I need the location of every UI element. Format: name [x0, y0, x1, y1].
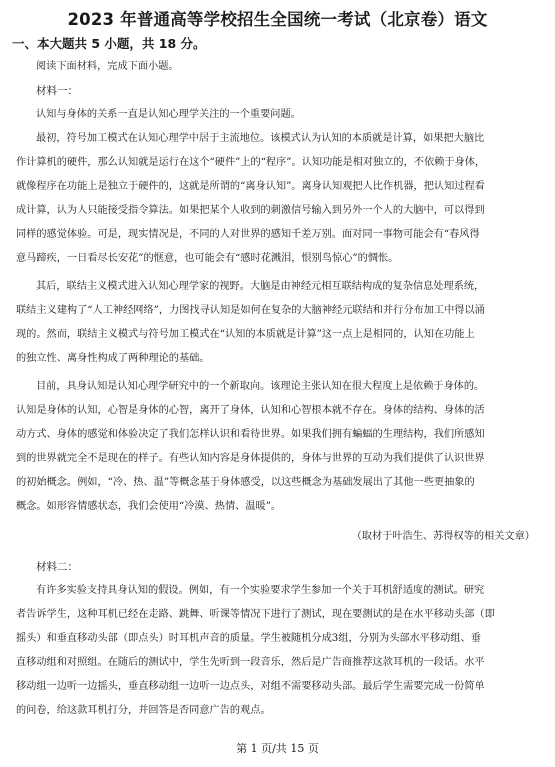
- material1-line: 同样的感觉体验。可是，现实情况是，不同的人对世界的感知千差万别。面对同一事物可能会有“春风得: [16, 229, 480, 240]
- material2-line: 的问卷，给这款耳机打分，并回答是否同意广告的观点。: [16, 705, 271, 716]
- material2-line: 移动组一边听一边摇头，垂直移动组一边听一边点头，对组不需要移动头部。最后学生需要完成一份简单: [16, 681, 485, 692]
- exam-title: 2023 年普通高等学校招生全国统一考试（北京卷）语文: [67, 10, 488, 29]
- material1-line: 目前，具身认知是认知心理学研究中的一个新取向。该理论主张认知在很大程度上是依赖于身体的。: [36, 381, 485, 392]
- material1-line: 作计算机的硬件，那么认知就是运行在这个“硬件”上的“程序”。认知功能是相对独立的，不依赖于身体，: [16, 157, 486, 168]
- material1-line: 认知与身体的关系一直是认知心理学关注的一个重要问题。: [36, 109, 301, 120]
- material1-line: 动方式、身体的感觉和体验决定了我们怎样认识和看待世界。如果我们拥有蝙蝠的生理结构，我们所感知: [16, 429, 485, 440]
- material2-line: 者告诉学生，这种耳机已经在走路、跳舞、听课等情况下进行了测试，现在要测试的是在水平移动头部（即: [16, 609, 495, 620]
- material1-line: 意马蹄疾，一日看尽长安花”的惬意，也可能会有“感时花溅泪，恨别鸟惊心”的惆怅。: [16, 253, 399, 264]
- material1-line: 成计算，认为人只能接受指令算法。如果把某个人收到的刺激信号输入到另外一个人的大脑中，可以得到: [16, 205, 485, 216]
- material1-line: 就像程序在功能上是独立于硬件的，这就是所谓的“离身认知”。离身认知观把人比作机器，把认知过程看: [16, 181, 485, 192]
- material1-source: （取材于叶浩生、苏得权等的相关文章）: [351, 531, 535, 542]
- material2-line: 有许多实验支持具身认知的假设。例如，有一个实验要求学生参加一个关于耳机舒适度的测试。研究: [36, 585, 485, 596]
- section-heading: 一、本大题共 5 小题，共 18 分。: [12, 36, 206, 51]
- material1-line: 概念。如形容情感状态，我们会使用“冷漠、热情、温暖”。: [16, 501, 282, 512]
- material1-line: 联结主义建构了“人工神经网络”，力图找寻认知是如何在复杂的大脑神经元联结和并行分布加工中得以涌: [16, 305, 485, 316]
- page-number: 第 1 页/共 15 页: [236, 742, 319, 755]
- material2-line: 直移动组和对照组。在随后的测试中，学生先听到一段音乐，然后是广告商推荐这款耳机的一段话。水平: [16, 657, 485, 668]
- material1-label: 材料一：: [36, 85, 78, 97]
- instruction-text: 阅读下面材料，完成下面小题。: [36, 61, 179, 72]
- material1-line: 其后，联结主义模式进入认知心理学家的视野。大脑是由神经元相互联结构成的复杂信息处理系统，: [36, 281, 485, 292]
- material1-line: 认知是身体的认知，心智是身体的心智，离开了身体，认知和心智根本就不存在。身体的结构、身体的活: [16, 405, 485, 416]
- material1-line: 的初始概念。例如，“冷、热、温”等概念基于身体感受，以这些概念为基础发展出了其他一些更抽象的: [16, 477, 475, 488]
- material1-line: 最初，符号加工模式在认知心理学中居于主流地位。该模式认为认知的本质就是计算，如果把大脑比: [36, 133, 485, 144]
- material1-line: 的独立性、离身性构成了两种理论的基础。: [16, 353, 210, 364]
- material2-label: 材料二：: [36, 561, 78, 573]
- material1-line: 现的。然而，联结主义模式与符号加工模式在“认知的本质就是计算”这一点上是相同的，认知在功能上: [16, 329, 475, 340]
- material2-line: 摇头）和垂直移动头部（即点头）时耳机声音的质量。学生被随机分成3组，分别为头部水平移动组、垂: [16, 633, 481, 644]
- material1-line: 到的世界就完全不是现在的样子。有些认知内容是身体提供的，身体与世界的互动为我们提供了认识世界: [16, 453, 485, 464]
